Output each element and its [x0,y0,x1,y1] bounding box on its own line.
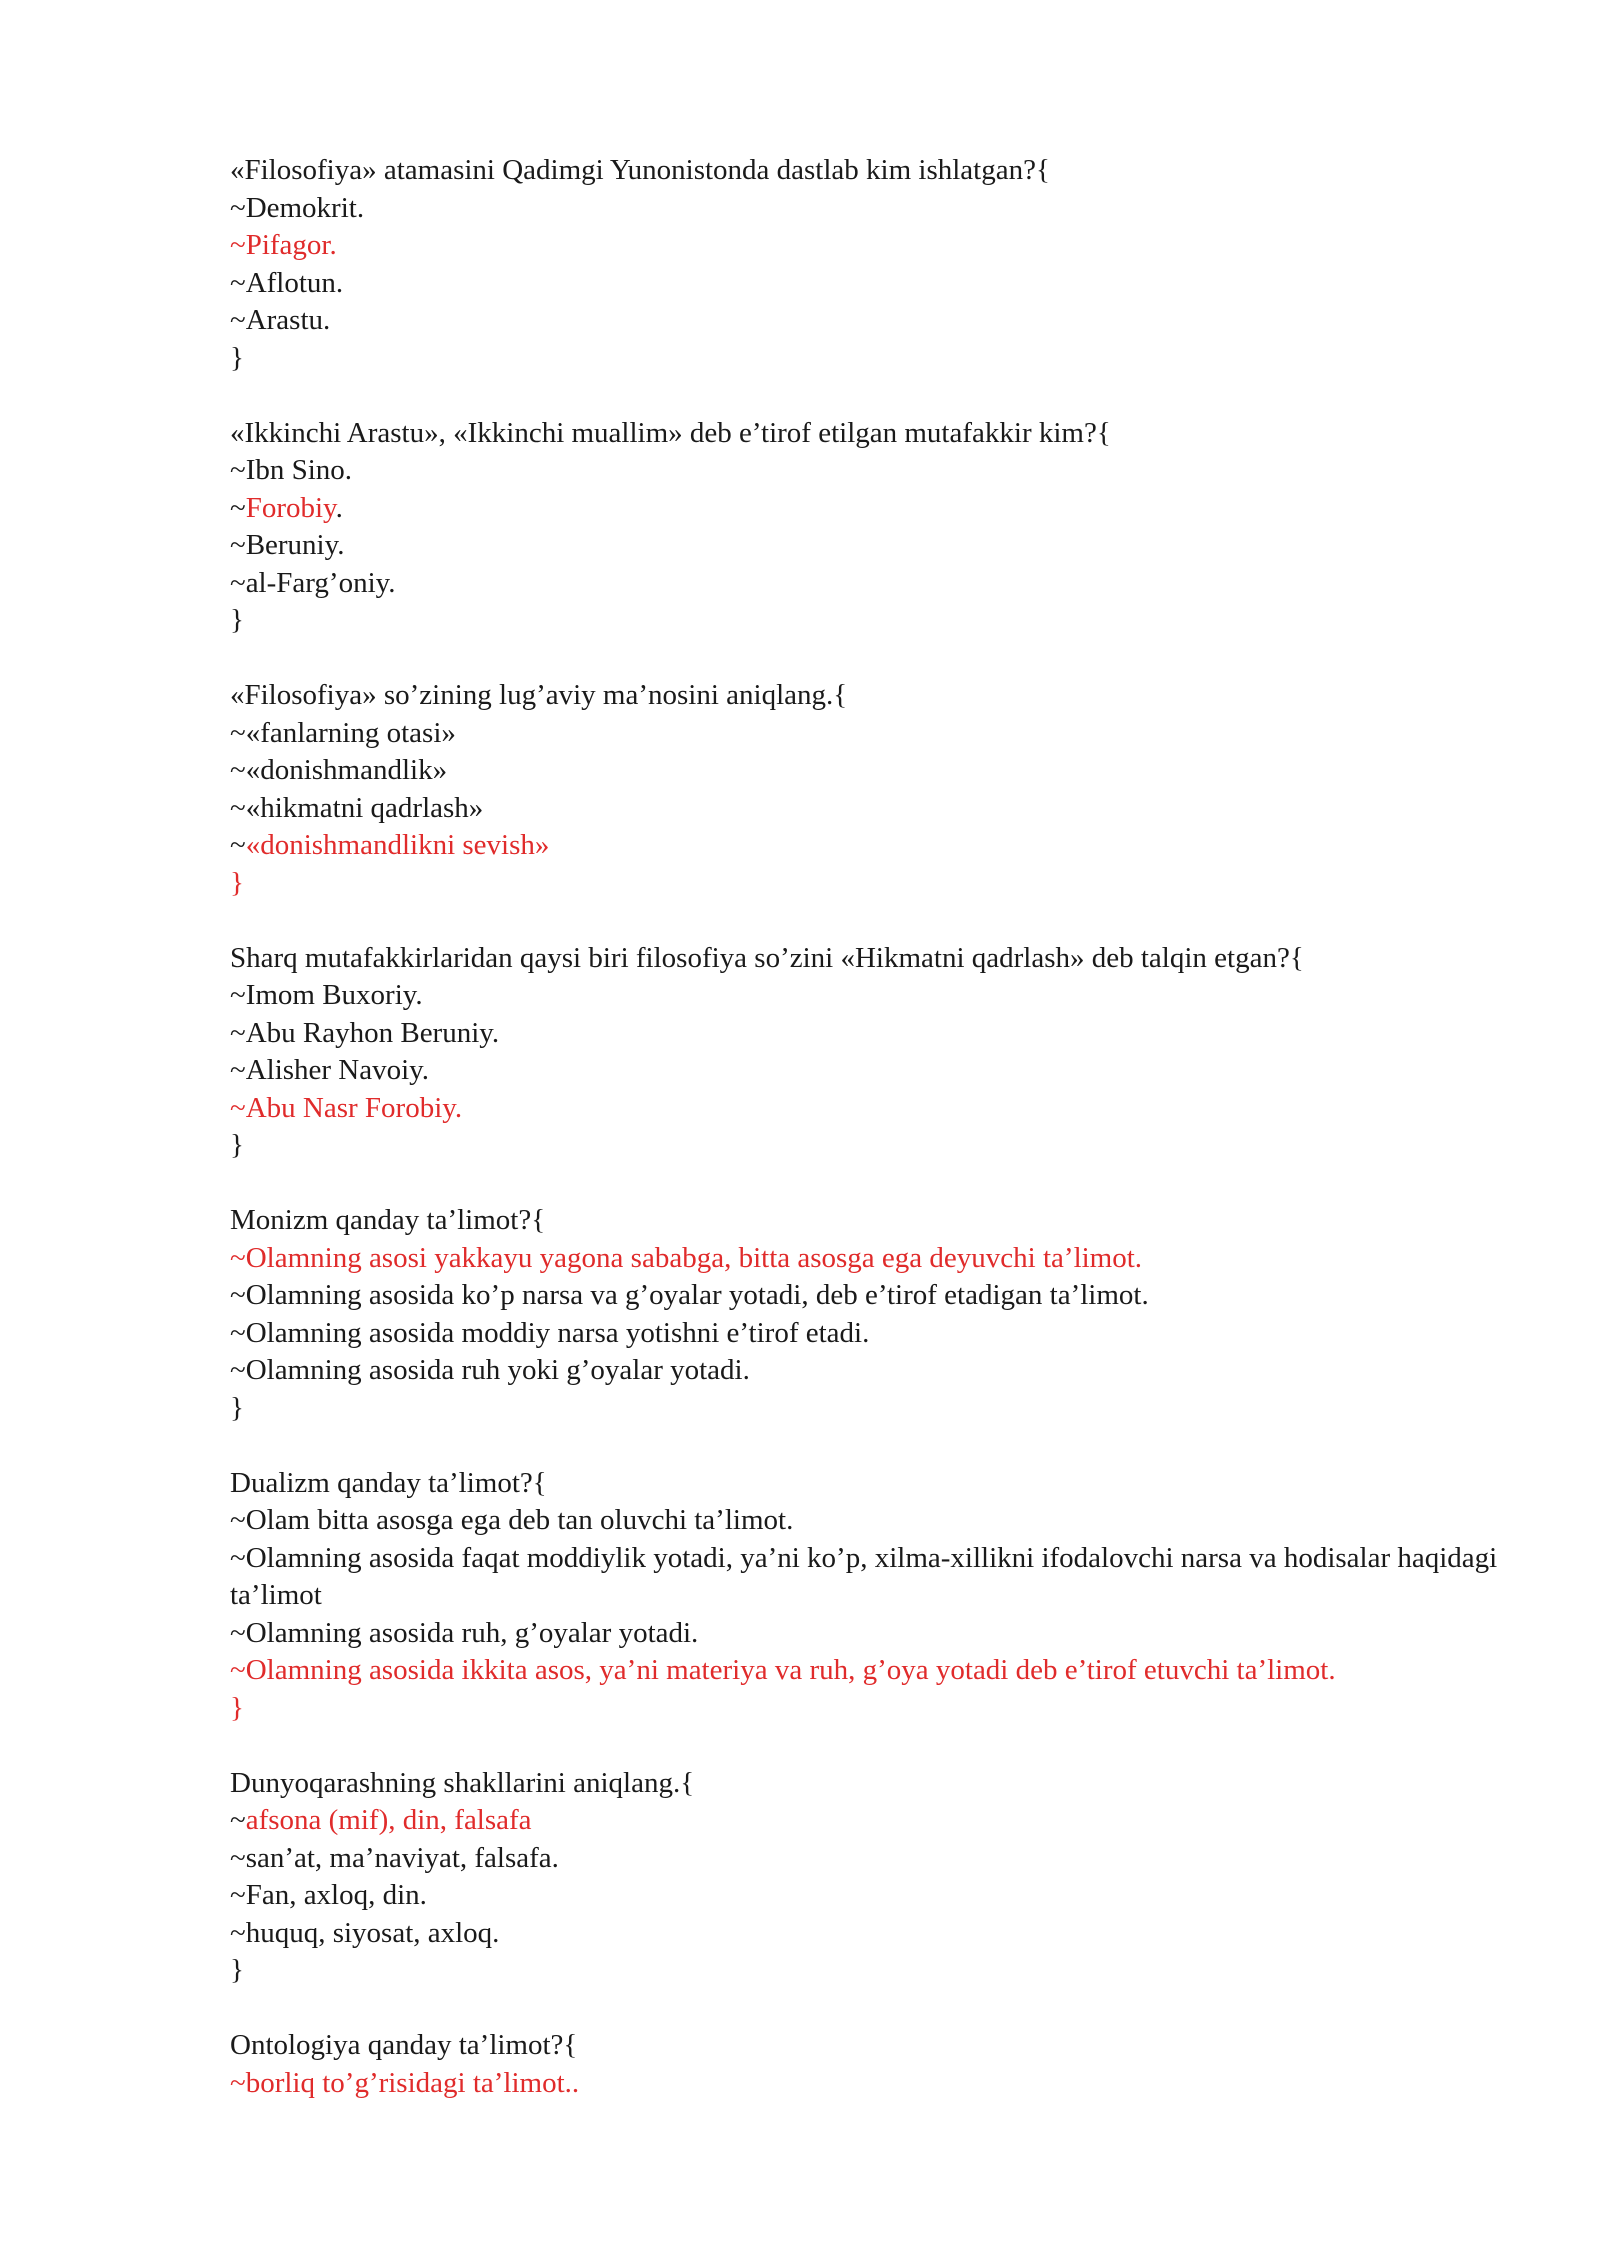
option-prefix: ~Arastu. [230,304,331,336]
answer-option [230,752,1510,790]
answer-option-correct [230,1652,1510,1690]
answer-option [230,1915,1510,1953]
question-close-brace: } [230,866,244,899]
option-prefix: ~Aflotun. [230,266,344,299]
option-suffix: . [335,491,343,524]
answer-option [230,715,1510,753]
option-text: Olamning asosi yakkayu yagona sababga, bitta asosga ega deyuvchi ta’limot. [245,1241,1143,1274]
question-close-brace: } [230,1691,244,1724]
question-block [230,1765,1510,1990]
question-block [230,415,1510,640]
option-text: Abu Nasr Forobiy. [245,1091,463,1124]
option-prefix: ~ [230,1654,246,1686]
option-prefix: ~huquq, siyosat, axloq. [230,1916,500,1949]
document-body [230,152,1510,2140]
option-prefix: ~Alisher Navoiy. [230,1054,430,1086]
answer-option-correct [230,1090,1510,1128]
answer-option [230,1540,1510,1615]
answer-option-correct [230,1240,1510,1278]
option-text: Olamning asosida ikkita asos, ya’ni materiya va ruh, g’oya yotadi deb e’tirof etuvchi ta’limot. [245,1654,1336,1686]
option-prefix: ~Abu Rayhon Beruniy. [230,1016,500,1049]
option-prefix: ~ [230,491,246,524]
answer-option-correct [230,827,1510,865]
option-prefix: ~«fanlarning otasi» [230,716,456,749]
question-block [230,152,1510,377]
option-prefix: ~«hikmatni qadrlash» [230,791,484,824]
option-prefix: ~Fan, axloq, din. [230,1879,427,1911]
question-stem: Monizm qanday ta’limot?{ [230,1204,546,1236]
option-prefix: ~ [230,829,246,861]
answer-option [230,790,1510,828]
answer-option [230,1352,1510,1390]
option-text: Pifagor. [245,229,337,261]
answer-option-correct [230,490,1510,528]
option-prefix: ~Ibn Sino. [230,454,353,486]
answer-option [230,565,1510,603]
answer-option-correct [230,2065,1510,2103]
question-close-brace: } [230,604,244,636]
option-prefix: ~Olam bitta asosga ega deb tan oluvchi ta’limot. [230,1504,794,1536]
answer-option [230,1015,1510,1053]
option-prefix: ~«donishmandlik» [230,754,448,786]
answer-option [230,1840,1510,1878]
option-prefix: ~Olamning asosida ko’p narsa va g’oyalar yotadi, deb e’tirof etadigan ta’limot. [230,1279,1149,1311]
option-prefix: ~ [230,2066,246,2099]
option-prefix: ~san’at, ma’naviyat, falsafa. [230,1841,559,1874]
answer-option-correct [230,227,1510,265]
question-block [230,677,1510,902]
option-text: afsona (mif), din, falsafa [245,1804,532,1836]
answer-option [230,265,1510,303]
option-prefix: ~ [230,1241,246,1274]
option-prefix: ~Olamning asosida moddiy narsa yotishni e’tirof etadi. [230,1316,870,1349]
answer-option [230,1277,1510,1315]
question-block [230,1202,1510,1427]
option-prefix: ~ [230,229,246,261]
answer-option [230,977,1510,1015]
question-stem: «Filosofiya» so’zining lug’aviy ma’nosini aniqlang.{ [230,679,848,711]
question-block [230,2027,1510,2102]
question-stem: «Ikkinchi Arastu», «Ikkinchi muallim» deb e’tirof etilgan mutafakkir kim?{ [230,416,1111,449]
option-text: borliq to’g’risidagi ta’limot.. [245,2066,580,2099]
option-prefix: ~Beruniy. [230,529,345,561]
option-prefix: ~Olamning asosida faqat moddiylik yotadi, ya’ni ko’p, xilma-xillikni ifodalovchi narsa va hodisalar haqidagi ta’limot [230,1541,1505,1611]
question-stem: «Filosofiya» atamasini Qadimgi Yunonistonda dastlab kim ishlatgan?{ [230,154,1050,186]
question-stem: Sharq mutafakkirlaridan qaysi biri filosofiya so’zini «Hikmatni qadrlash» deb talqin etgan?{ [230,941,1304,974]
question-block [230,940,1510,1165]
option-text: Forobiy [245,491,336,524]
answer-option [230,302,1510,340]
answer-option [230,190,1510,228]
answer-option [230,1052,1510,1090]
question-stem: Dualizm qanday ta’limot?{ [230,1466,547,1499]
question-block [230,1465,1510,1728]
option-prefix: ~Olamning asosida ruh yoki g’oyalar yotadi. [230,1354,750,1386]
option-prefix: ~ [230,1091,246,1124]
answer-option [230,1877,1510,1915]
answer-option [230,452,1510,490]
option-prefix: ~Olamning asosida ruh, g’oyalar yotadi. [230,1616,699,1649]
answer-option [230,1502,1510,1540]
option-prefix: ~Demokrit. [230,191,365,224]
question-stem: Ontologiya qanday ta’limot?{ [230,2029,578,2061]
option-prefix: ~Imom Buxoriy. [230,979,423,1011]
option-prefix: ~al-Farg’oniy. [230,566,396,599]
question-close-brace: } [230,341,244,374]
question-stem: Dunyoqarashning shakllarini aniqlang.{ [230,1766,695,1799]
question-close-brace: } [230,1954,244,1986]
answer-option [230,1315,1510,1353]
option-text: «donishmandlikni sevish» [245,829,550,861]
answer-option-correct [230,1802,1510,1840]
answer-option [230,1615,1510,1653]
option-prefix: ~ [230,1804,246,1836]
question-close-brace: } [230,1129,244,1161]
answer-option [230,527,1510,565]
question-close-brace: } [230,1391,244,1424]
